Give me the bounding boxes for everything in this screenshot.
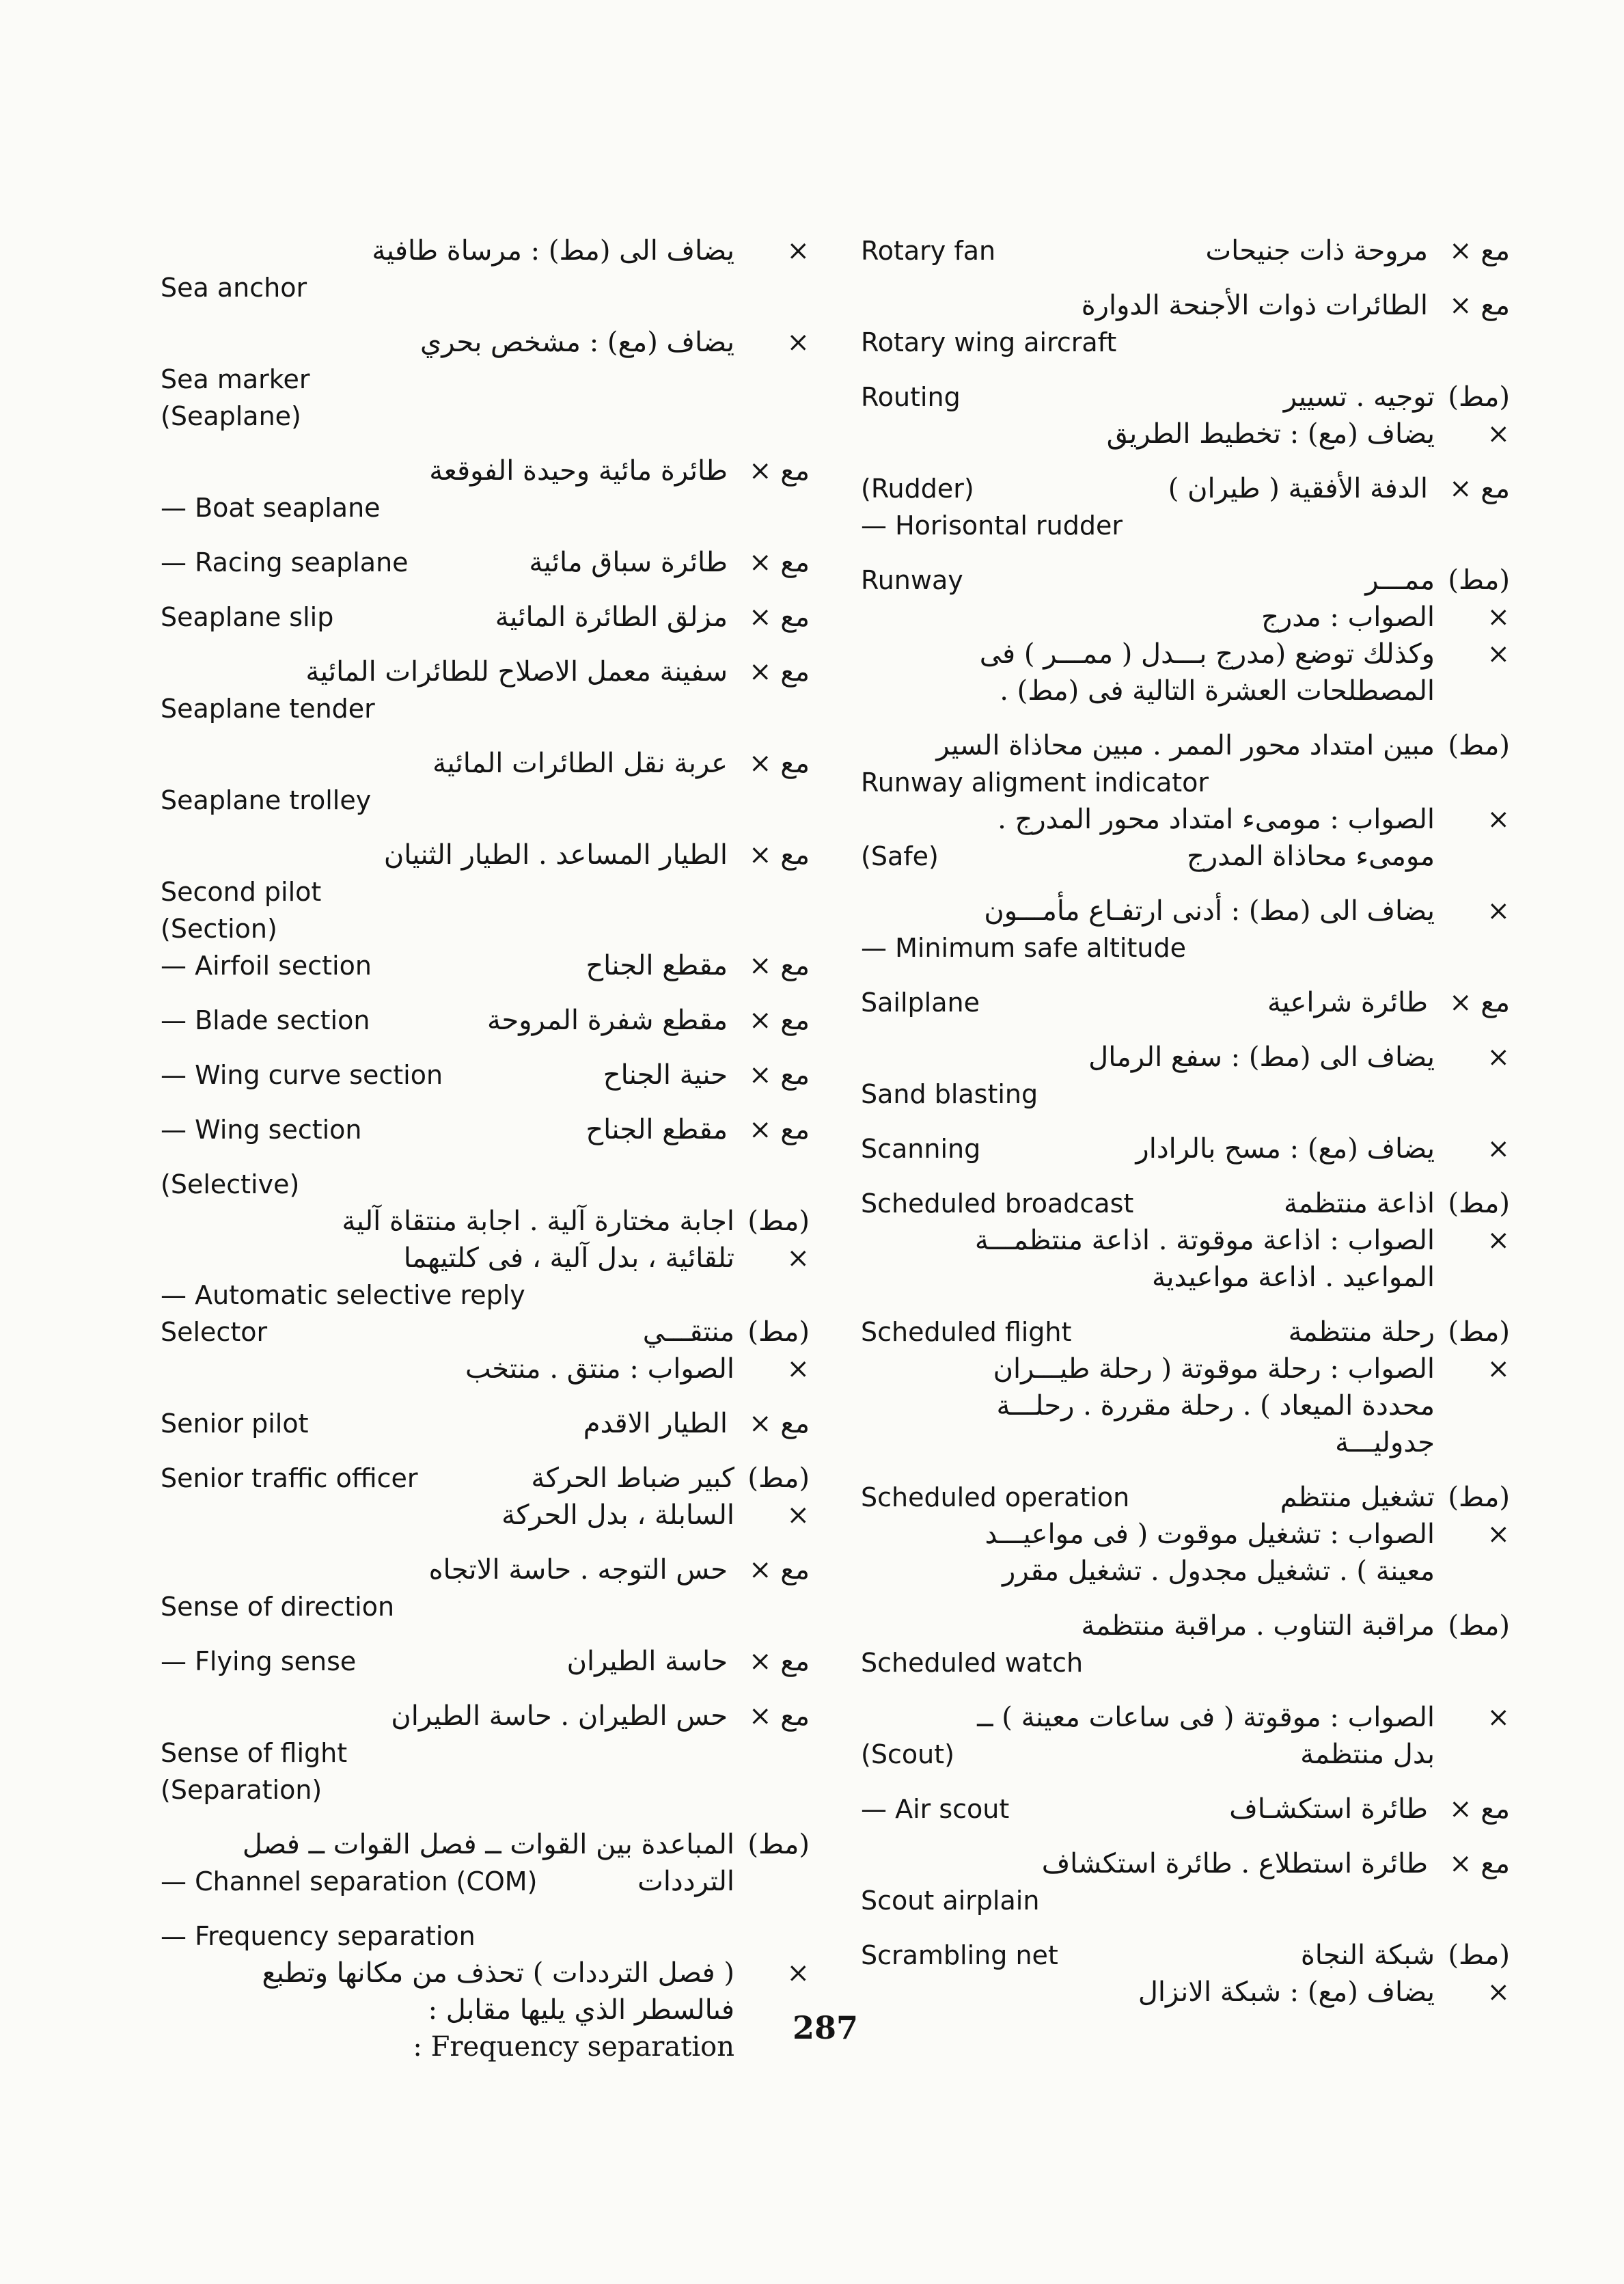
entry-line <box>861 1937 1510 1974</box>
left-column <box>161 232 810 2083</box>
entry-marker: × <box>786 1353 810 1385</box>
entry-marker: مع × <box>749 1700 810 1732</box>
entry-line <box>161 599 810 636</box>
english-term: Sailplane <box>861 988 980 1018</box>
arabic-translation: الطيار الاقدم <box>583 1408 728 1439</box>
entry-line <box>161 873 810 910</box>
english-term: — Boat seaplane <box>161 493 381 523</box>
entry-marker: (مط) <box>1448 730 1510 761</box>
entry-marker: × <box>786 327 810 358</box>
arabic-translation: جدوليـــة <box>1335 1427 1435 1458</box>
english-term: (Section) <box>161 914 277 944</box>
entry-line <box>861 1130 1510 1167</box>
arabic-translation: طائرة سباق مائية <box>529 547 728 578</box>
arabic-translation: توجيه . تسيير <box>1283 381 1435 413</box>
entry-marker: مع × <box>1449 1848 1510 1879</box>
entry-line <box>861 1387 1510 1424</box>
entry-marker: (مط) <box>747 1316 810 1348</box>
english-term: — Frequency separation <box>161 1921 476 1951</box>
entry-marker: × <box>786 235 810 267</box>
entry-line <box>861 893 1510 929</box>
entry-marker: × <box>786 1499 810 1531</box>
entry-marker: (مط) <box>1448 565 1510 596</box>
arabic-translation: ( فصل الترددات ) تحذف من مكانها وتطبع <box>262 1957 734 1989</box>
arabic-translation: بدل منتظمة <box>1300 1739 1435 1770</box>
entry-marker: × <box>1487 418 1510 450</box>
arabic-translation: طائرة مائية وحيدة الفوقعة <box>429 455 728 487</box>
arabic-translation: منتقـــي <box>642 1316 734 1348</box>
dictionary-entry <box>861 1845 1510 1919</box>
entry-line <box>861 1259 1510 1296</box>
english-term: Routing <box>861 382 961 412</box>
arabic-translation: يضاف الى (مط) : مرساة طافية <box>372 235 734 267</box>
arabic-translation: حس التوجه . حاسة الاتجاه <box>428 1554 728 1586</box>
entry-line <box>161 1405 810 1442</box>
arabic-translation: رحلة منتظمة <box>1288 1316 1435 1348</box>
entry-marker: مع × <box>749 1646 810 1677</box>
english-term: — Blade section <box>161 1005 370 1035</box>
entry-line <box>161 2028 810 2065</box>
english-term: Runway <box>861 565 963 595</box>
dictionary-entry <box>161 1460 810 1534</box>
entry-line <box>161 653 810 690</box>
english-term: — Flying sense <box>161 1646 357 1676</box>
entry-line <box>861 801 1510 838</box>
arabic-translation: الصواب : تشغيل موقوت ( فى مواعيـــد <box>985 1519 1435 1550</box>
entry-line <box>861 232 1510 269</box>
entry-marker: مع × <box>749 1005 810 1036</box>
entry-line <box>861 929 1510 966</box>
dictionary-entry <box>861 1699 1510 1773</box>
english-term: Sense of flight <box>161 1738 348 1768</box>
entry-line <box>161 782 810 819</box>
arabic-translation: اذاعة منتظمة <box>1283 1188 1435 1219</box>
dictionary-entry <box>161 1918 810 2065</box>
arabic-translation: تلقائية ، بدل آلية ، فى كلتيهما <box>403 1242 734 1274</box>
entry-marker: مع × <box>749 748 810 779</box>
entry-marker: × <box>1487 1133 1510 1165</box>
entry-line <box>861 984 1510 1021</box>
arabic-translation: يضاف (مع) : مسح بالرادار <box>1136 1133 1435 1165</box>
entry-line <box>161 1588 810 1625</box>
arabic-translation: المواعيد . اذاعة مواعيدية <box>1151 1262 1435 1293</box>
dictionary-entry <box>161 1643 810 1680</box>
arabic-translation: الترددات <box>637 1866 734 1897</box>
arabic-translation: مبين امتداد محور الممر . مبين محاذاة السير <box>936 730 1435 761</box>
dictionary-entry <box>161 544 810 581</box>
entry-line <box>861 1882 1510 1919</box>
english-term: (Seaplane) <box>161 401 301 431</box>
right-column <box>861 232 1510 2028</box>
dictionary-entry <box>861 562 1510 709</box>
arabic-translation: الصواب : رحلة موقوتة ( رحلة طيـــران <box>993 1353 1435 1385</box>
entry-line <box>161 1918 810 1955</box>
english-term: Sea anchor <box>161 273 307 303</box>
entry-marker: مع × <box>749 839 810 871</box>
entry-line <box>861 1791 1510 1827</box>
dictionary-entry <box>161 1405 810 1442</box>
english-term: (Safe) <box>861 841 939 871</box>
dictionary-entry <box>161 452 810 526</box>
english-term: Sense of direction <box>161 1592 395 1622</box>
entry-marker: × <box>1487 638 1510 670</box>
arabic-translation: يضاف (مع) : شبكة الانزال <box>1138 1976 1435 2008</box>
arabic-translation: المصطلحات العشرة التالية فى (مط) . <box>1000 675 1435 707</box>
entry-line <box>861 764 1510 801</box>
english-term: — Airfoil section <box>161 951 372 981</box>
entry-line <box>861 1222 1510 1259</box>
english-term: — Air scout <box>861 1794 1010 1824</box>
english-term: — Racing seaplane <box>161 547 409 577</box>
entry-marker: مع × <box>1449 473 1510 504</box>
arabic-translation: حاسة الطيران <box>566 1646 728 1677</box>
english-term: Scanning <box>861 1134 981 1164</box>
entry-line <box>161 1698 810 1735</box>
entry-line <box>861 1736 1510 1773</box>
english-term: Sea marker <box>161 364 310 394</box>
entry-marker: (مط) <box>1448 1940 1510 1971</box>
arabic-translation: المباعدة بين القوات ــ فصل القوات ــ فصل <box>242 1829 734 1860</box>
entry-marker: (مط) <box>1448 381 1510 413</box>
entry-marker: × <box>786 1242 810 1274</box>
dictionary-entry <box>161 324 810 435</box>
english-term: Scheduled broadcast <box>861 1188 1134 1219</box>
entry-line <box>161 1955 810 1991</box>
arabic-translation: الطائرات ذوات الأجنحة الدوارة <box>1081 290 1428 321</box>
entry-line <box>161 1826 810 1863</box>
english-term: (Selective) <box>161 1169 300 1199</box>
entry-marker: × <box>1487 1353 1510 1385</box>
entry-line <box>861 1845 1510 1882</box>
english-term: (Separation) <box>161 1775 322 1805</box>
arabic-translation: الصواب : مدرج <box>1261 601 1435 633</box>
english-term: — Horisontal rudder <box>861 511 1123 541</box>
arabic-translation: يضاف (مع) : تخطيط الطريق <box>1106 418 1435 450</box>
arabic-translation: الصواب : اذاعة موقوتة . اذاعة منتظمـــة <box>974 1225 1435 1256</box>
arabic-translation: يضاف الى (مط) : أدنى ارتفـاع مأمـــون <box>984 895 1435 927</box>
english-term: Seaplane tender <box>161 694 375 724</box>
english-term: — Channel separation (COM) <box>161 1866 538 1896</box>
english-term: Scheduled operation <box>861 1482 1130 1512</box>
entry-marker: مع × <box>749 656 810 688</box>
dictionary-entry <box>161 1826 810 1900</box>
entry-line <box>861 562 1510 599</box>
arabic-translation: حس الطيران . حاسة الطيران <box>391 1700 728 1732</box>
dictionary-entry <box>861 1479 1510 1590</box>
english-term: (Scout) <box>861 1739 954 1769</box>
arabic-translation: طائرة شراعية <box>1267 987 1428 1018</box>
entry-line <box>861 599 1510 636</box>
entry-marker: مع × <box>749 455 810 487</box>
dictionary-entry <box>861 1937 1510 2011</box>
entry-line <box>161 1203 810 1240</box>
entry-line <box>861 1424 1510 1461</box>
entry-marker: مع × <box>749 1554 810 1586</box>
entry-line <box>861 1314 1510 1350</box>
entry-line <box>161 1111 810 1148</box>
entry-line <box>861 838 1510 875</box>
english-term: Scheduled watch <box>861 1648 1084 1678</box>
entry-marker: مع × <box>749 950 810 981</box>
entry-line <box>861 287 1510 324</box>
entry-line <box>161 1497 810 1534</box>
dictionary-entry <box>861 727 1510 875</box>
english-term: Runway aligment indicator <box>861 767 1209 798</box>
entry-line <box>161 910 810 947</box>
entry-marker: مع × <box>1449 290 1510 321</box>
arabic-translation: وكذلك توضع (مدرج بـــدل ( ممـــر ) فى <box>979 638 1435 670</box>
arabic-translation: فىالسطر الذي يليها مقابل : <box>428 1994 734 2026</box>
entry-marker: × <box>786 1957 810 1989</box>
entry-line <box>161 1460 810 1497</box>
entry-line <box>161 690 810 727</box>
entry-line <box>861 727 1510 764</box>
entry-line <box>161 1771 810 1808</box>
arabic-translation: مقطع الجناح <box>586 1114 728 1145</box>
entry-line <box>861 672 1510 709</box>
entry-marker: × <box>1487 1042 1510 1073</box>
page-number: 287 <box>793 2009 859 2046</box>
entry-marker: مع × <box>749 1059 810 1091</box>
english-term: Scheduled flight <box>861 1317 1072 1347</box>
entry-line <box>861 1185 1510 1222</box>
arabic-translation: الصواب : مومىء امتداد محور المدرج . <box>997 804 1435 835</box>
entry-line <box>161 947 810 984</box>
entry-line <box>161 1002 810 1039</box>
entry-line <box>861 1607 1510 1644</box>
entry-line <box>161 361 810 398</box>
entry-line <box>161 544 810 581</box>
english-term: — Minimum safe altitude <box>861 933 1186 963</box>
entry-line <box>161 1350 810 1387</box>
arabic-translation: حنية الجناح <box>603 1059 728 1091</box>
entry-line <box>861 1479 1510 1516</box>
entry-marker: (مط) <box>1448 1610 1510 1642</box>
entry-line <box>161 398 810 435</box>
entry-line <box>861 1039 1510 1076</box>
arabic-translation: الدفة الأفقية ( طيران ) <box>1168 473 1428 504</box>
arabic-translation: مزلق الطائرة المائية <box>495 601 728 633</box>
entry-line <box>161 452 810 489</box>
english-term: Scout airplain <box>861 1886 1040 1916</box>
dictionary-entry <box>161 1111 810 1148</box>
dictionary-entry <box>861 232 1510 269</box>
english-term: Scrambling net <box>861 1940 1058 1970</box>
arabic-translation: ممـــر <box>1365 565 1435 596</box>
dictionary-entry <box>861 1185 1510 1296</box>
dictionary-entry <box>161 653 810 727</box>
arabic-translation: سفينة معمل الاصلاح للطائرات المائية <box>305 656 728 688</box>
entry-line <box>861 1350 1510 1387</box>
entry-line <box>161 1991 810 2028</box>
entry-marker: × <box>1487 804 1510 835</box>
english-term: Sand blasting <box>861 1079 1038 1109</box>
entry-marker: (مط) <box>747 1463 810 1494</box>
entry-marker: × <box>1487 1702 1510 1733</box>
dictionary-entry <box>161 1002 810 1039</box>
entry-marker: × <box>1487 895 1510 927</box>
english-term: — Wing section <box>161 1115 362 1145</box>
dictionary-entry <box>161 745 810 819</box>
entry-line <box>161 837 810 873</box>
dictionary-entry <box>861 470 1510 544</box>
arabic-translation: طائرة استطلاع . طائرة استكشاف <box>1041 1848 1428 1879</box>
entry-marker: مع × <box>1449 987 1510 1018</box>
arabic-translation: عربة نقل الطائرات المائية <box>432 748 728 779</box>
entry-marker: × <box>1487 1225 1510 1256</box>
dictionary-entry <box>161 1166 810 1387</box>
entry-line <box>861 470 1510 507</box>
arabic-translation: محددة الميعاد ) . رحلة مقررة . رحلـــة <box>996 1390 1435 1422</box>
entry-marker: × <box>1487 1976 1510 2008</box>
arabic-translation: مقطع الجناح <box>586 950 728 981</box>
english-term: Seaplane trolley <box>161 785 372 815</box>
english-term: Second pilot <box>161 877 322 907</box>
entry-line <box>861 1553 1510 1590</box>
dictionary-entry <box>161 1698 810 1808</box>
entry-line <box>861 1974 1510 2011</box>
entry-line <box>861 379 1510 416</box>
entry-marker: × <box>1487 601 1510 633</box>
entry-marker: مع × <box>1449 1793 1510 1825</box>
entry-line <box>861 1516 1510 1553</box>
entry-line <box>161 324 810 361</box>
dictionary-entry <box>161 1551 810 1625</box>
dictionary-entry <box>161 837 810 984</box>
dictionary-entry <box>161 1057 810 1093</box>
entry-line <box>861 1699 1510 1736</box>
entry-line <box>161 269 810 306</box>
arabic-translation: يضاف الى (مط) : سفع الرمال <box>1088 1042 1435 1073</box>
entry-marker: مع × <box>749 547 810 578</box>
english-term: Senior pilot <box>161 1409 309 1439</box>
arabic-translation: تشغيل منتظم <box>1280 1482 1435 1513</box>
entry-line <box>861 416 1510 452</box>
english-term: (Rudder) <box>861 474 974 504</box>
entry-line <box>861 507 1510 544</box>
dictionary-entry <box>861 1791 1510 1827</box>
arabic-translation: معينة ) . تشغيل مجدول . تشغيل مقرر <box>1002 1555 1435 1587</box>
arabic-translation: الطيار المساعد . الطيار الثنيان <box>383 839 728 871</box>
entry-marker: (مط) <box>747 1829 810 1860</box>
english-term: Seaplane slip <box>161 602 334 632</box>
entry-line <box>861 1076 1510 1113</box>
english-term: — Wing curve section <box>161 1060 443 1090</box>
dictionary-entry <box>861 984 1510 1021</box>
entry-marker: مع × <box>1449 235 1510 267</box>
dictionary-entry <box>861 1039 1510 1113</box>
entry-line <box>161 1314 810 1350</box>
entry-marker: × <box>1487 1519 1510 1550</box>
english-term: — Automatic selective reply <box>161 1280 525 1310</box>
entry-marker: مع × <box>749 1114 810 1145</box>
arabic-translation: مراقبة التناوب . مراقبة منتظمة <box>1081 1610 1435 1642</box>
english-term: Rotary wing aircraft <box>861 327 1117 357</box>
entry-line <box>161 1863 810 1900</box>
entry-marker: مع × <box>749 1408 810 1439</box>
arabic-translation: Frequency separation : <box>413 2031 734 2063</box>
entry-line <box>161 745 810 782</box>
entry-line <box>161 1735 810 1771</box>
dictionary-entry <box>861 287 1510 361</box>
arabic-translation: السابلة ، بدل الحركة <box>501 1499 734 1531</box>
arabic-translation: مروحة ذات جنيحات <box>1205 235 1428 267</box>
entry-line <box>861 324 1510 361</box>
entry-line <box>161 489 810 526</box>
english-term: Rotary fan <box>861 236 996 266</box>
english-term: Selector <box>161 1317 268 1347</box>
entry-line <box>161 1277 810 1314</box>
entry-marker: (مط) <box>1448 1188 1510 1219</box>
dictionary-entry <box>861 379 1510 452</box>
arabic-translation: مومىء محاذاة المدرج <box>1187 841 1435 872</box>
arabic-translation: الصواب : موقوتة ( فى ساعات معينة ) ــ <box>977 1702 1435 1733</box>
english-term: Senior traffic officer <box>161 1463 418 1493</box>
arabic-translation: الصواب : منتق . منتخب <box>465 1353 734 1385</box>
dictionary-entry <box>861 893 1510 966</box>
entry-line <box>161 1057 810 1093</box>
entry-line <box>161 1643 810 1680</box>
dictionary-entry <box>861 1130 1510 1167</box>
arabic-translation: طائرة استكشـاف <box>1229 1793 1428 1825</box>
entry-line <box>161 232 810 269</box>
entry-marker: مع × <box>749 601 810 633</box>
entry-line <box>161 1551 810 1588</box>
arabic-translation: كبير ضباط الحركة <box>531 1463 734 1494</box>
dictionary-entry <box>861 1314 1510 1461</box>
entry-line <box>861 1644 1510 1681</box>
arabic-translation: اجابة مختارة آلية . اجابة منتقاة آلية <box>342 1206 734 1237</box>
arabic-translation: شبكة النجاة <box>1300 1940 1435 1971</box>
arabic-translation: يضاف (مع) : مشخص بحري <box>420 327 734 358</box>
dictionary-entry <box>161 599 810 636</box>
entry-marker: (مط) <box>1448 1316 1510 1348</box>
dictionary-entry <box>161 232 810 306</box>
arabic-translation: مقطع شفرة المروحة <box>487 1005 728 1036</box>
entry-line <box>161 1240 810 1277</box>
entry-line <box>161 1166 810 1203</box>
entry-line <box>861 636 1510 672</box>
entry-marker: (مط) <box>1448 1482 1510 1513</box>
entry-marker: (مط) <box>747 1206 810 1237</box>
dictionary-entry <box>861 1607 1510 1681</box>
